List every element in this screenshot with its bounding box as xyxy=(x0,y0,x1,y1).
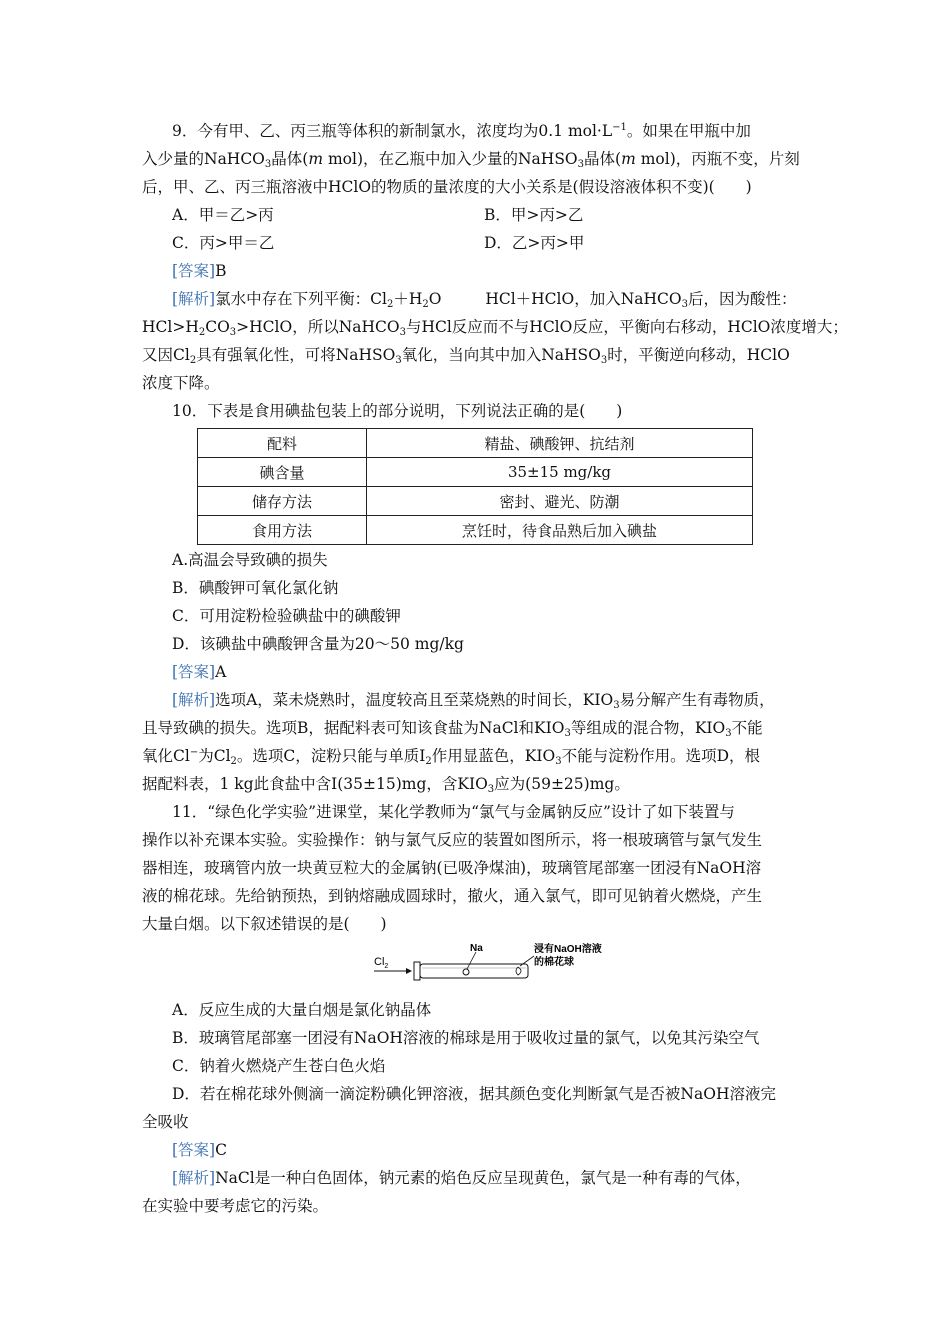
analysis-tag: [解析] xyxy=(172,290,216,308)
q9-stem-line1: 9．今有甲、乙、丙三瓶等体积的新制氯水，浓度均为0.1 $mol\cdot L^{-1}$。如果在甲瓶中加 xyxy=(172,122,751,140)
q9-answer: [答案]B xyxy=(172,262,227,280)
glass-tube-icon xyxy=(420,964,528,978)
q11-stem-line2: 操作以补充课本实验。实验操作：钠与氯气反应的装置如图所示，将一根玻璃管与氯气发生 xyxy=(142,831,763,849)
table-cell: 配料 xyxy=(198,429,367,458)
answer-tag: [答案] xyxy=(172,262,216,280)
q10-answer: [答案]A xyxy=(172,663,227,681)
q9-analysis-line4: 浓度下降。 xyxy=(142,374,220,392)
q9-stem-line2: 入少量的NaHCO$_3$晶体(m mol)，在乙瓶中加入少量的NaHSO$_3$晶体(m mol)，丙瓶不变，片刻 xyxy=(142,150,800,170)
arrowhead-icon xyxy=(406,968,412,974)
q11-stem-line5: 大量白烟。以下叙述错误的是( ) xyxy=(142,915,387,933)
q11-answer: [答案]C xyxy=(172,1141,227,1159)
q11-stem-line4: 液的棉花球。先给钠预热，到钠熔融成圆球时，撤火，通入氯气，即可见钠着火燃烧，产生 xyxy=(142,887,763,905)
q10-analysis-line2: 且导致碘的损失。选项B，据配料表可知该食盐为NaCl和$KIO_3$等组成的混合物，$KIO_3$不能 xyxy=(142,719,763,739)
table-cell: 碘含量 xyxy=(198,458,367,487)
q9-stem-line3: 后，甲、乙、丙三瓶溶液中HClO的物质的量浓度的大小关系是(假设溶液体积不变)( ) xyxy=(142,178,752,196)
table-row xyxy=(198,487,753,516)
q11-stem-line3: 器相连，玻璃管内放一块黄豆粒大的金属钠(已吸净煤油)，玻璃管尾部塞一团浸有NaOH溶 xyxy=(142,859,762,877)
q10-analysis-line3: 氧化Cl−为$Cl_2$。选项C，淀粉只能与单质$I_2$作用显蓝色，$KIO_3$不能与淀粉作用。选项D，根 xyxy=(142,747,761,767)
table-row xyxy=(198,516,753,545)
q11-option-b: B．玻璃管尾部塞一团浸有NaOH溶液的棉球是用于吸收过量的氯气，以免其污染空气 xyxy=(172,1029,760,1047)
sodium-chlorine-apparatus-figure xyxy=(372,942,632,990)
q9-analysis-line1: [解析]氯水中存在下列平衡：$Cl_2+H_2O$ HCl＋HClO，加入NaHCO$_3$后，因为酸性： xyxy=(172,290,797,310)
q10-analysis-line1: [解析]选项A，菜未烧熟时，温度较高且至菜烧熟的时间长，$KIO_3$易分解产生有毒物质， xyxy=(172,691,775,711)
q11-analysis-line2: 在实验中要考虑它的污染。 xyxy=(142,1197,329,1215)
q11-option-a: A．反应生成的大量白烟是氯化钠晶体 xyxy=(172,1001,432,1019)
q9-option-b: B．甲>丙>乙 xyxy=(484,206,584,224)
stopper-icon xyxy=(414,962,420,980)
table-cell: 储存方法 xyxy=(198,487,367,516)
q10-analysis-line4: 据配料表，1 kg此食盐中含I(35±15)mg，含$KIO_3$应为(59±25)mg。 xyxy=(142,775,630,795)
table-cell: 烹饪时，待食品熟后加入碘盐 xyxy=(367,516,753,545)
q10-option-b: B．碘酸钾可氧化氯化钠 xyxy=(172,579,339,597)
q10-option-c: C．可用淀粉检验碘盐中的碘酸钾 xyxy=(172,607,401,625)
answer-tag: [答案] xyxy=(172,663,216,681)
answer-tag: [答案] xyxy=(172,1141,216,1159)
q10-stem: 10．下表是食用碘盐包装上的部分说明，下列说法正确的是( ) xyxy=(172,402,623,420)
q9-option-c: C．丙>甲＝乙 xyxy=(172,234,275,252)
q11-option-d-line2: 全吸收 xyxy=(142,1113,189,1131)
table-row xyxy=(198,429,753,458)
q9-analysis-line3: 又因$Cl_2$具有强氧化性，可将NaHSO$_3$氧化，当向其中加入NaHSO$_3$时，平衡逆向移动，HClO xyxy=(142,346,790,366)
analysis-tag: [解析] xyxy=(172,691,216,709)
equilibrium-arrow-icon xyxy=(446,293,480,307)
figure-label-cotton-1: 浸有NaOH溶液 xyxy=(534,944,602,955)
table-cell: 密封、避光、防潮 xyxy=(367,487,753,516)
q10-option-d: D．该碘盐中碘酸钾含量为20～50 mg/kg xyxy=(172,635,464,653)
sodium-pellet-icon xyxy=(463,969,469,975)
figure-label-na: Na xyxy=(470,943,483,954)
q11-option-d-line1: D．若在棉花球外侧滴一滴淀粉碘化钾溶液，据其颜色变化判断氯气是否被NaOH溶液完 xyxy=(172,1085,776,1103)
q9-option-a: A．甲＝乙>丙 xyxy=(172,206,274,224)
figure-label-cotton-2: 的棉花球 xyxy=(534,957,574,968)
iodized-salt-table xyxy=(197,428,753,545)
table-cell: 精盐、碘酸钾、抗结剂 xyxy=(367,429,753,458)
analysis-tag: [解析] xyxy=(172,1169,216,1187)
q9-analysis-line2: $HCl>H_2CO_3>HClO$，所以NaHCO$_3$与HCl反应而不与HClO反应，平衡向右移动，HClO浓度增大； xyxy=(142,318,848,338)
q11-analysis-line1: [解析]NaCl是一种白色固体，钠元素的焰色反应呈现黄色，氯气是一种有毒的气体， xyxy=(172,1169,751,1187)
table-row xyxy=(198,458,753,487)
q9-option-d: D．乙>丙>甲 xyxy=(484,234,585,252)
q10-option-a: A.高温会导致碘的损失 xyxy=(172,551,328,569)
q11-option-c: C．钠着火燃烧产生苍白色火焰 xyxy=(172,1057,386,1075)
figure-label-cl2: $Cl_2$ xyxy=(374,956,389,970)
table-cell: 35±15 mg/kg xyxy=(367,458,753,487)
table-cell: 食用方法 xyxy=(198,516,367,545)
q11-stem-line1: 11．“绿色化学实验”进课堂，某化学教师为“氯气与金属钠反应”设计了如下装置与 xyxy=(172,803,735,821)
